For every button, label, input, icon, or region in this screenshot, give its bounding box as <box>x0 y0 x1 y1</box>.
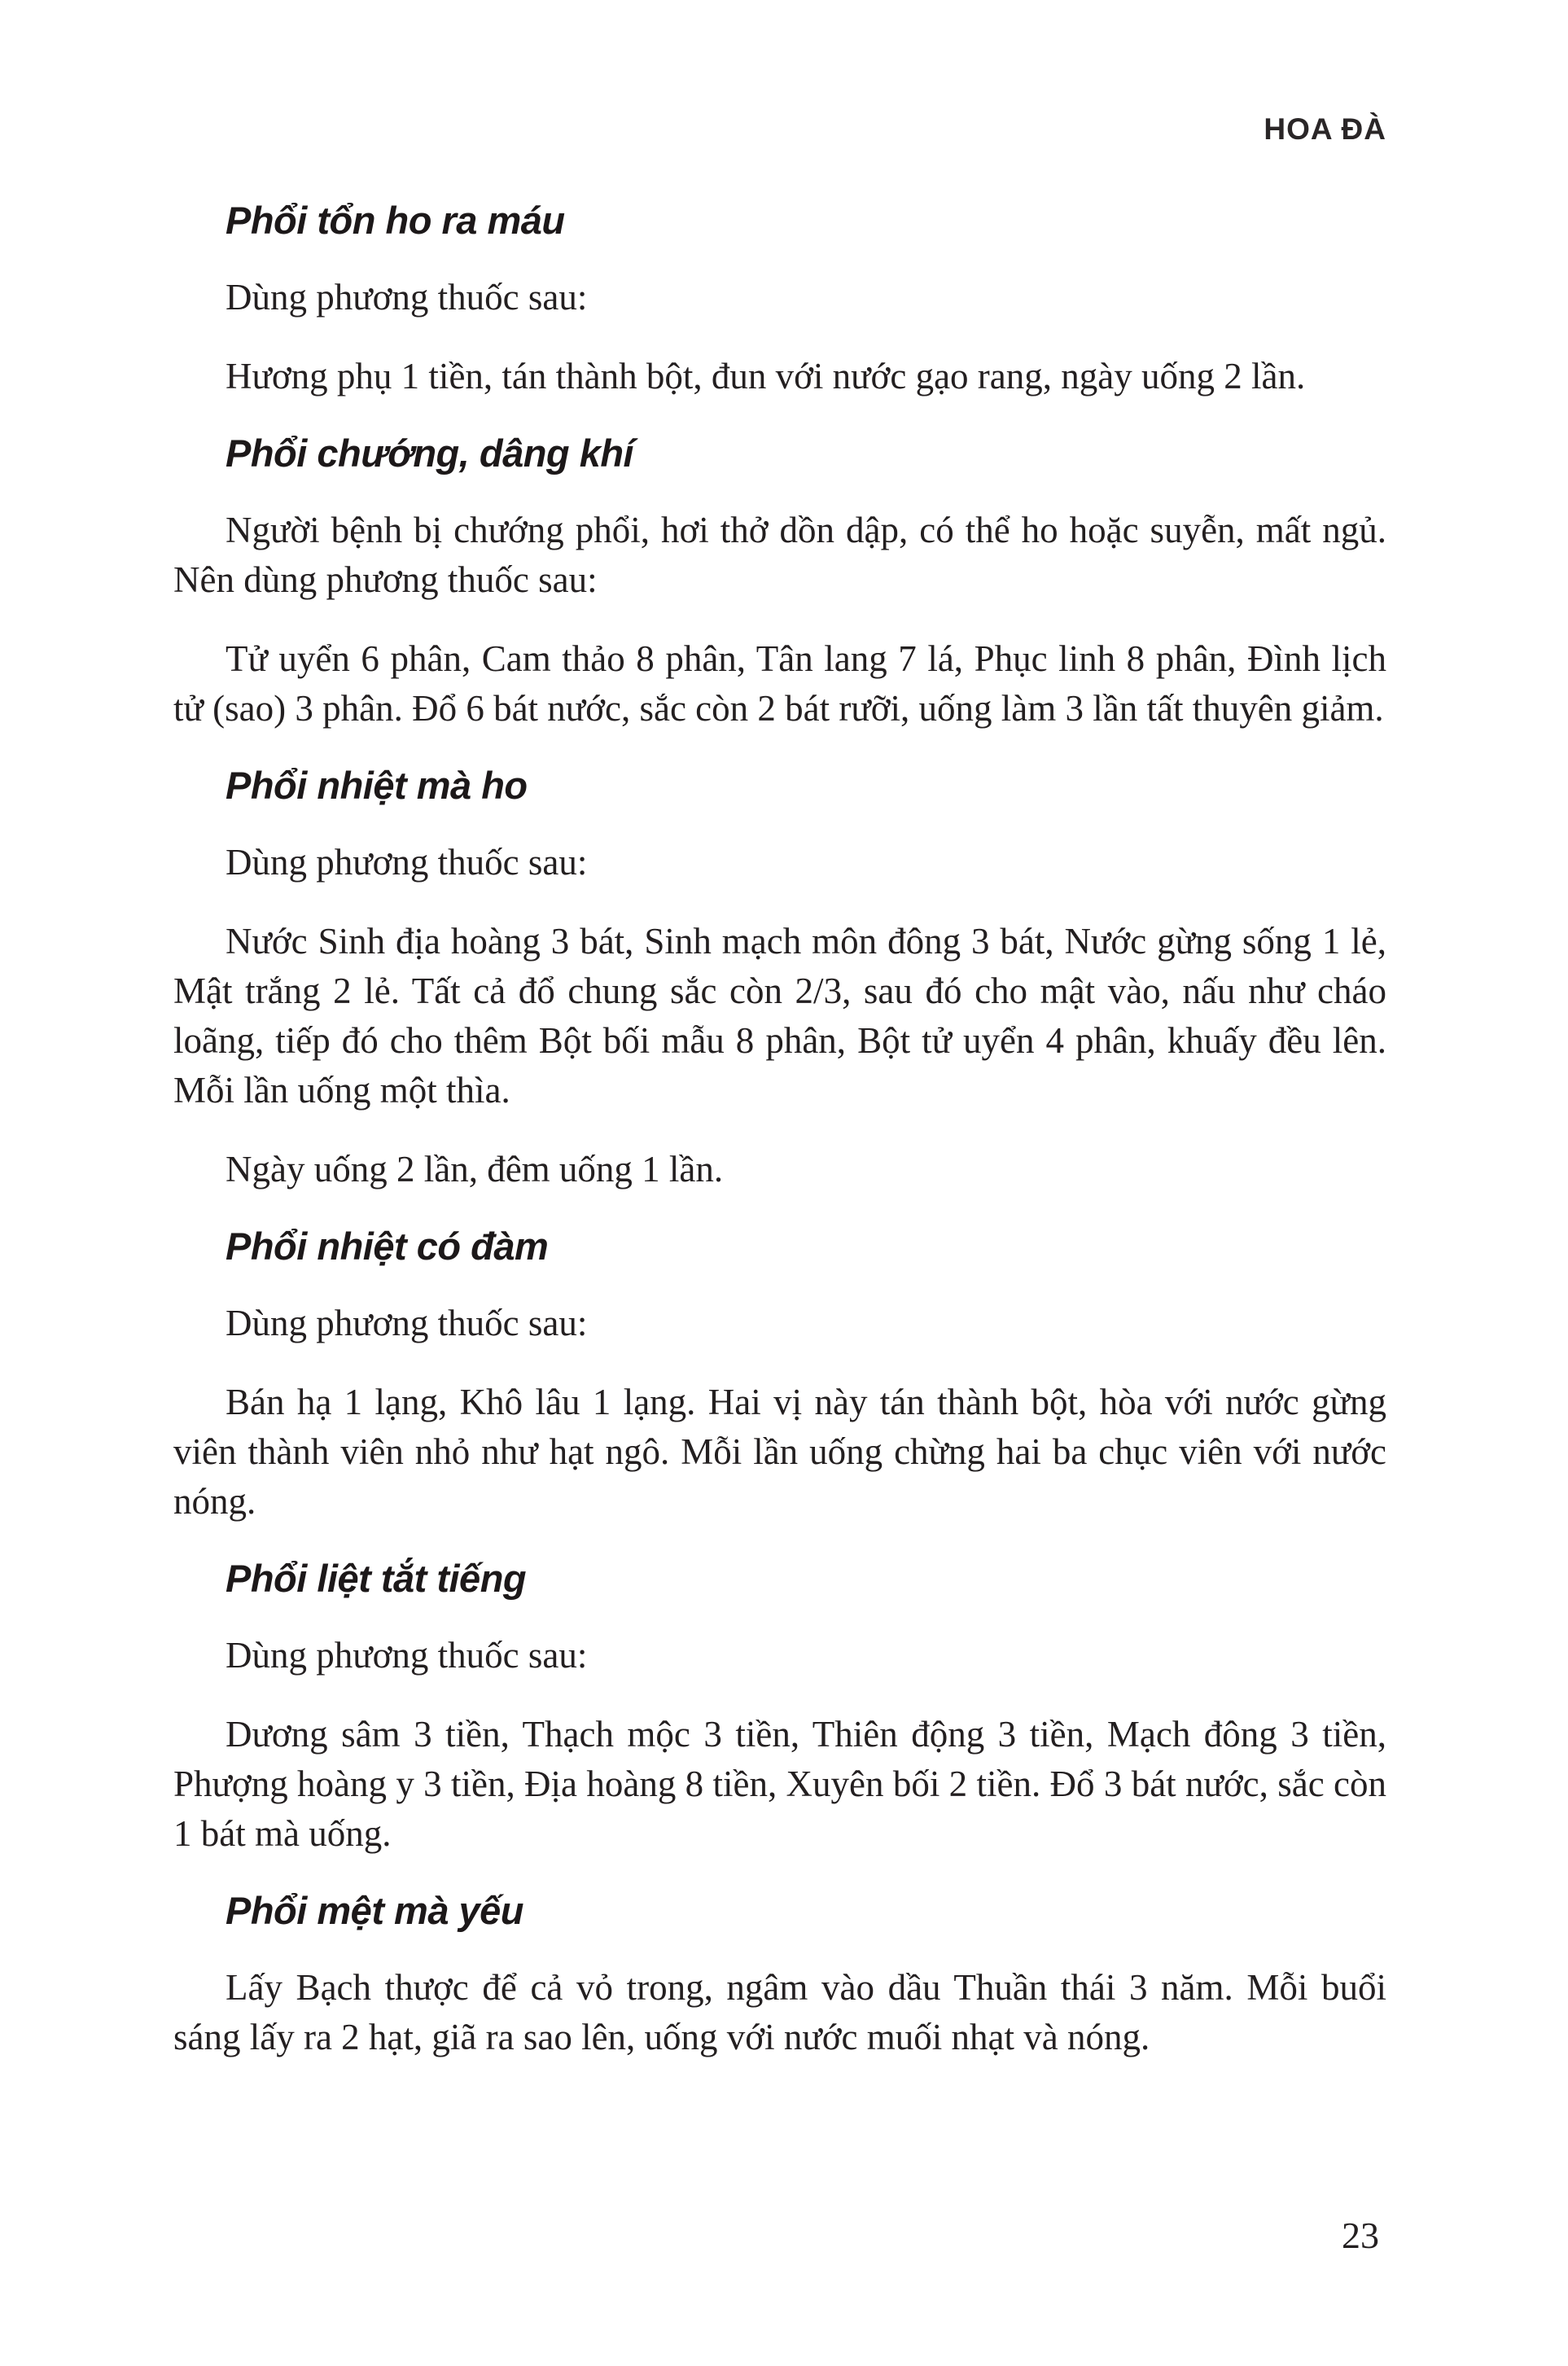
paragraph: Tử uyển 6 phân, Cam thảo 8 phân, Tân lang 7 lá, Phục linh 8 phân, Đình lịch tử (sao) 3 phân. Đổ 6 bát nước, sắc còn 2 bát rưỡi, uống làm 3 lần tất thuyên giảm. <box>173 638 1386 729</box>
paragraph: Nước Sinh địa hoàng 3 bát, Sinh mạch môn đông 3 bát, Nước gừng sống 1 lẻ, Mật trắng 2 lẻ. Tất cả đổ chung sắc còn 2/3, sau đó cho mật vào, nấu như cháo loãng, tiếp đó cho thêm Bột bối mẫu 8 phân, Bột tử uyển 4 phân, khuấy đều lên. Mỗi lần uống một thìa. <box>173 921 1386 1111</box>
section-heading: Phổi nhiệt mà ho <box>226 764 528 807</box>
paragraph: Dùng phương thuốc sau: <box>226 277 588 318</box>
paragraph: Bán hạ 1 lạng, Khô lâu 1 lạng. Hai vị này tán thành bột, hòa với nước gừng viên thành viên nhỏ như hạt ngô. Mỗi lần uống chừng hai ba chục viên với nước nóng. <box>173 1382 1386 1522</box>
paragraph: Người bệnh bị chướng phổi, hơi thở dồn dập, có thể ho hoặc suyễn, mất ngủ. Nên dùng phương thuốc sau: <box>173 510 1386 600</box>
paragraph: Lấy Bạch thược để cả vỏ trong, ngâm vào dầu Thuần thái 3 năm. Mỗi buổi sáng lấy ra 2 hạt, giã ra sao lên, uống với nước muối nhạt và nóng. <box>173 1967 1386 2057</box>
section-heading: Phổi liệt tắt tiếng <box>226 1557 527 1600</box>
paragraph: Hương phụ 1 tiền, tán thành bột, đun với nước gạo rang, ngày uống 2 lần. <box>226 356 1306 397</box>
section-phoi-liet-tat-tieng <box>173 1556 1386 1859</box>
section-heading: Phổi tổn ho ra máu <box>226 199 565 242</box>
paragraph: Dùng phương thuốc sau: <box>226 1635 588 1676</box>
section-phoi-nhiet-co-dam <box>173 1224 1386 1527</box>
section-phoi-met-ma-yeu <box>173 1888 1386 2062</box>
section-phoi-ton-ho-ra-mau <box>173 198 1386 401</box>
paragraph: Ngày uống 2 lần, đêm uống 1 lần. <box>226 1149 724 1190</box>
section-phoi-chuong-dang-khi <box>173 431 1386 734</box>
section-heading: Phổi mệt mà yếu <box>226 1889 523 1932</box>
paragraph: Dùng phương thuốc sau: <box>226 842 588 883</box>
section-phoi-nhiet-ma-ho <box>173 763 1386 1194</box>
paragraph: Dùng phương thuốc sau: <box>226 1303 588 1343</box>
section-heading: Phổi nhiệt có đàm <box>226 1225 549 1268</box>
paragraph: Dương sâm 3 tiền, Thạch mộc 3 tiền, Thiên động 3 tiền, Mạch đông 3 tiền, Phượng hoàng y 3 tiền, Địa hoàng 8 tiền, Xuyên bối 2 tiền. Đổ 3 bát nước, sắc còn 1 bát mà uống. <box>173 1714 1386 1854</box>
running-title: HOA ĐÀ <box>1264 112 1386 146</box>
section-heading: Phổi chướng, dâng khí <box>226 432 634 475</box>
page-number: 23 <box>1342 2215 1379 2256</box>
